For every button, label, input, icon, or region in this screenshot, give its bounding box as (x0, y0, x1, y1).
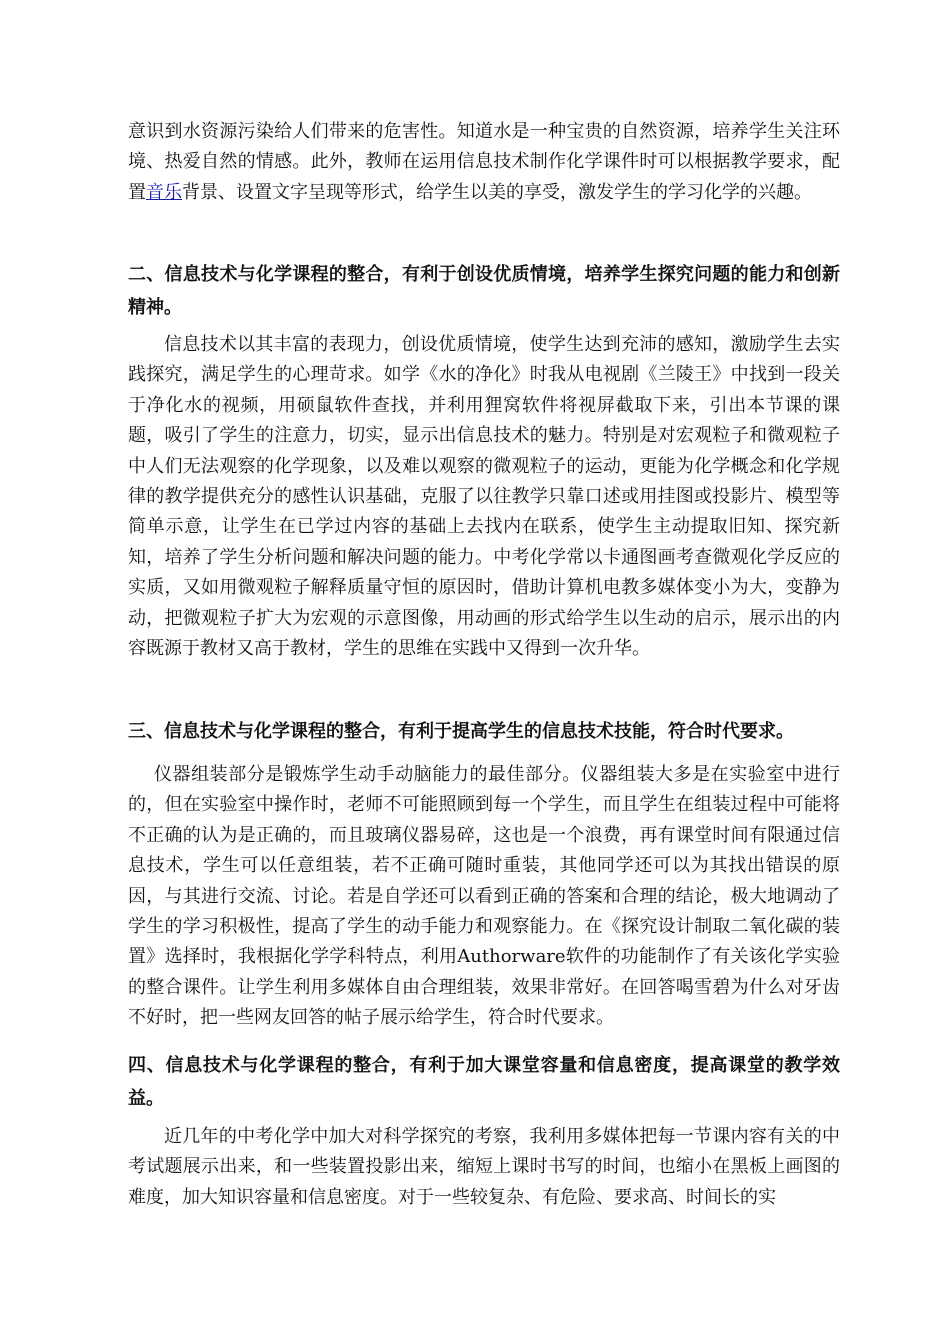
section-paragraph-2 (128, 330, 840, 664)
paragraph-text: 近几年的中考化学中加大对科学探究的考察，我利用多媒体把每一节课内容有关的中考试题展示出来，和一些装置投影出来，缩短上课时书写的时间，也缩小在黑板上画图的难度，加大知识容量和信息密度。对于一些较复杂、有危险、要求高、时间长的实 (128, 1126, 840, 1208)
section-heading-2 (128, 258, 840, 324)
paragraph-continuation (128, 117, 840, 208)
paragraph-text (128, 117, 840, 208)
paragraph-text: 仪器组装部分是锻炼学生动手动脑能力的最佳部分。仪器组装大多是在实验室中进行的，但在实验室中操作时，老师不可能照顾到每一个学生，而且学生在组装过程中可能将不正确的认为是正确的，而且玻璃仪器易碎，这也是一个浪费，再有课堂时间有限通过信息技术，学生可以任意组装，若不正确可随时重装，其他同学还可以为其找出错误的原因，与其进行交流、讨论。若是自学还可以看到正确的答案和合理的结论，极大地调动了学生的学习积极性，提高了学生的动手能力和观察能力。在《探究设计制取二氧化碳的装置》选择时，我根据化学学科特点，利用Authorware软件的功能制作了有关该化学实验的整合课件。让学生利用多媒体自由合理组装，效果非常好。在回答喝雪碧为什么对牙齿不好时，把一些网友回答的帖子展示给学生，符合时代要求。 (128, 764, 840, 1029)
section-heading-text: 四、信息技术与化学课程的整合，有利于加大课堂容量和信息密度，提高课堂的教学效益。 (128, 1055, 840, 1109)
section-heading-3 (128, 715, 840, 748)
section-heading-4 (128, 1049, 840, 1115)
section-heading-text: 三、信息技术与化学课程的整合，有利于提高学生的信息技术技能，符合时代要求。 (128, 721, 794, 742)
paragraph-text-before-link: 意识到水资源污染给人们带来的危害性。知道水是一种宝贵的自然资源，培养学生关注环境、热爱自然的情感。此外，教师在运用信息技术制作化学课件时可以根据教学要求，配置 (128, 121, 840, 203)
section-heading-text: 二、信息技术与化学课程的整合，有利于创设优质情境，培养学生探究问题的能力和创新精神。 (128, 264, 840, 318)
music-link[interactable]: 音乐 (146, 181, 182, 203)
paragraph-text-after-link: 背景、设置文字呈现等形式，给学生以美的享受，激发学生的学习化学的兴趣。 (182, 181, 812, 203)
section-paragraph-4 (128, 1122, 840, 1213)
paragraph-text: 信息技术以其丰富的表现力，创设优质情境，使学生达到充沛的感知，激励学生去实践探究，满足学生的心理苛求。如学《水的净化》时我从电视剧《兰陵王》中找到一段关于净化水的视频，用硕鼠软件查找，并利用狸窝软件将视屏截取下来，引出本节课的课题，吸引了学生的注意力，切实，显示出信息技术的魅力。特别是对宏观粒子和微观粒子中人们无法观察的化学现象，以及难以观察的微观粒子的运动，更能为化学概念和化学规律的教学提供充分的感性认识基础，克服了以往教学只靠口述或用挂图或投影片、模型等简单示意，让学生在已学过内容的基础上去找内在联系，使学生主动提取旧知、探究新知，培养了学生分析问题和解决问题的能力。中考化学常以卡通图画考查微观化学反应的实质，又如用微观粒子解释质量守恒的原因时，借助计算机电教多媒体变小为大，变静为动，把微观粒子扩大为宏观的示意图像，用动画的形式给学生以生动的启示，展示出的内容既源于教材又高于教材，学生的思维在实践中又得到一次升华。 (128, 334, 840, 660)
section-paragraph-3 (128, 760, 840, 1034)
